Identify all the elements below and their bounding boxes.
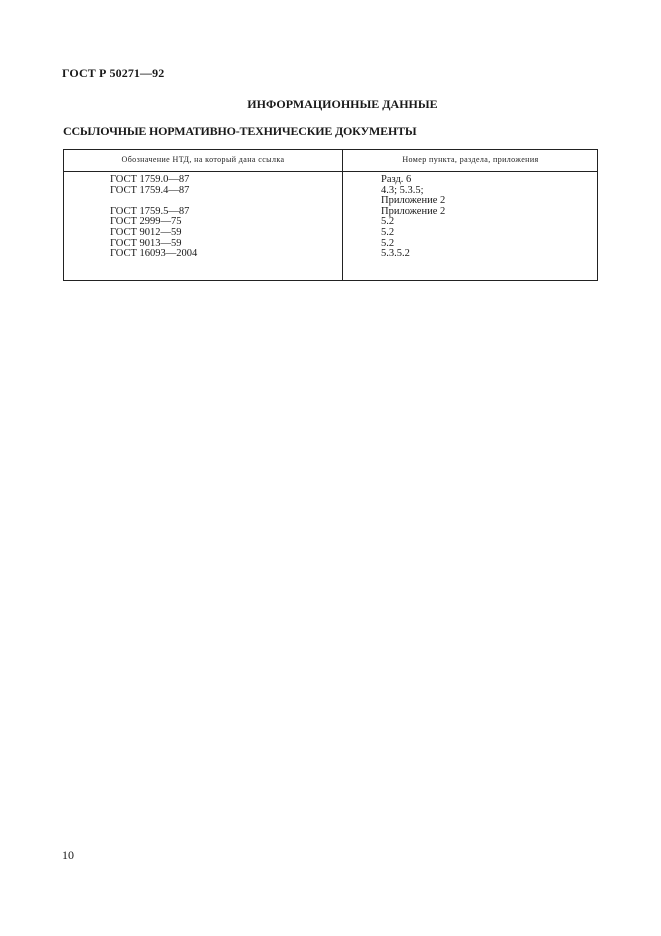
table-cell-document: ГОСТ 16093—2004 xyxy=(110,248,198,260)
page-number: 10 xyxy=(62,848,74,862)
table-cell-section: 5.2 xyxy=(381,226,395,238)
table-cell-document: ГОСТ 9012—59 xyxy=(110,226,182,238)
table-cell-section: Разд. 6 xyxy=(381,174,412,185)
document-code: ГОСТ Р 50271—92 xyxy=(62,66,165,80)
table-cell-document: ГОСТ 1759.5—87 xyxy=(110,205,190,217)
table-cell-section: 4.3; 5.3.5; xyxy=(381,184,424,196)
document-column xyxy=(110,175,197,260)
table-cell-section: 5.3.5.2 xyxy=(381,248,410,260)
table-cell-section: Приложение 2 xyxy=(381,195,446,207)
table-cell-section: 5.2 xyxy=(381,216,395,228)
table-cell-section: 5.2 xyxy=(381,237,395,249)
references-table xyxy=(63,149,598,281)
table-header-document: Обозначение НТД, на который дана ссылка xyxy=(121,155,285,164)
table-cell-document: ГОСТ 1759.0—87 xyxy=(110,174,190,185)
table-cell-document: ГОСТ 9013—59 xyxy=(110,237,182,249)
header-rule xyxy=(64,171,597,172)
subsection-title: ССЫЛОЧНЫЕ НОРМАТИВНО-ТЕХНИЧЕСКИЕ ДОКУМЕНТЫ xyxy=(63,124,417,138)
section-column xyxy=(381,175,445,260)
table-cell-document: ГОСТ 2999—75 xyxy=(110,216,182,228)
section-title xyxy=(0,97,661,112)
table-cell-section: Приложение 2 xyxy=(381,205,446,217)
column-divider xyxy=(342,150,343,280)
table-header-section: Номер пункта, раздела, приложения xyxy=(402,155,539,164)
section-title-text: ИНФОРМАЦИОННЫЕ ДАННЫЕ xyxy=(247,97,438,111)
table-cell-document: ГОСТ 1759.4—87 xyxy=(110,184,190,196)
